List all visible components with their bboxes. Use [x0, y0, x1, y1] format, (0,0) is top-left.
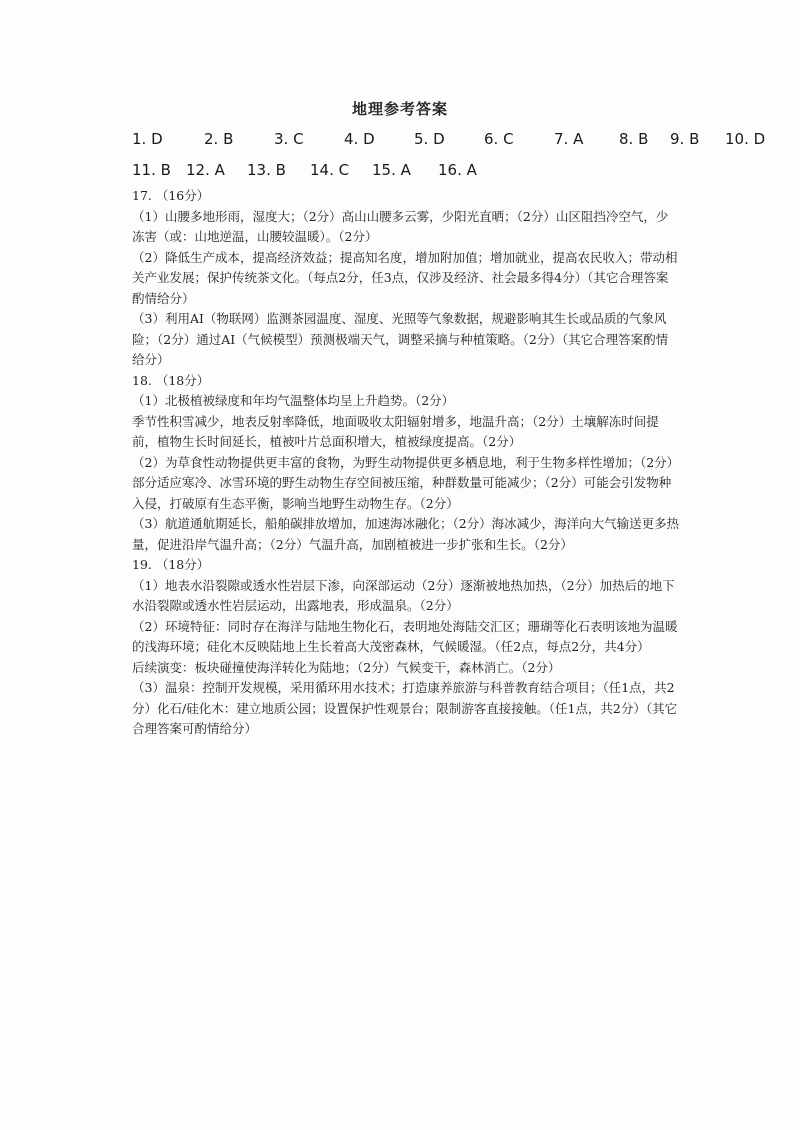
question-19-heading: 19. （18分） — [132, 557, 210, 572]
answer-body — [132, 186, 680, 740]
mcq-answer: 1. D — [132, 130, 163, 148]
mcq-answer: 13. B — [247, 161, 286, 179]
question-17-part-3: （3）利用AI（物联网）监测茶园温度、湿度、光照等气象数据，规避影响其生长或品质的气象风险；（2分）通过AI（气候模型）预测极端天气，调整采摘与种植策略。（2分）（其它合理答案酌情给分） — [132, 311, 669, 367]
question-17-heading: 17. （16分） — [132, 188, 210, 203]
question-19-part-2-evolution: 后续演变：板块碰撞使海洋转化为陆地；（2分）气候变干，森林消亡。（2分） — [132, 659, 561, 675]
question-18-part-2: （2）为草食性动物提供更丰富的食物，为野生动物提供更多栖息地，利于生物多样性增加；（2分）部分适应寒冷、冰雪环境的野生动物生存空间被压缩，种群数量可能减少；（2分）可能会引发物种入侵，打破原有生态平衡，影响当地野生动物生存。（2分） — [132, 454, 680, 511]
mcq-answer: 12. A — [186, 161, 225, 179]
mcq-answer: 5. D — [414, 130, 445, 148]
mcq-answer: 14. C — [310, 161, 350, 179]
mcq-answer: 3. C — [274, 130, 304, 148]
mcq-answer: 9. B — [670, 130, 700, 148]
mcq-answer: 2. B — [204, 130, 234, 148]
question-19-part-3: （3）温泉：控制开发规模，采用循环用水技术；打造康养旅游与科普教育结合项目；（任1点，共2分）化石/硅化木：建立地质公园；设置保护性观景台；限制游客直接接触。（任1点，共2分）（其它合理答案可酌情给分） — [132, 680, 678, 736]
question-18-part-1-detail: 季节性积雪减少，地表反射率降低，地面吸收太阳辐射增多，地温升高；（2分）土壤解冻时间提前，植物生长时间延长，植被叶片总面积增大，植被绿度提高。（2分） — [132, 413, 659, 449]
mcq-answer: 15. A — [372, 161, 411, 179]
mcq-answer: 7. A — [554, 130, 584, 148]
mcq-answer: 10. D — [725, 130, 766, 148]
question-18-part-1: （1）北极植被绿度和年均气温整体均呈上升趋势。（2分） — [132, 393, 455, 408]
question-19-part-2: （2）环境特征：同时存在海洋与陆地生物化石，表明地处海陆交汇区；珊瑚等化石表明该地为温暖的浅海环境；硅化木反映陆地上生长着高大茂密森林，气候暖湿。（任2点，每点2分，共4分） — [132, 618, 678, 654]
question-18-heading: 18. （18分） — [132, 372, 210, 388]
mcq-answer: 16. A — [438, 161, 477, 179]
mcq-answer: 4. D — [344, 130, 375, 148]
question-17-part-2: （2）降低生产成本，提高经济效益；提高知名度，增加附加值；增加就业，提高农民收入；带动相关产业发展；保护传统茶文化。（每点2分，任3点，仅涉及经济、社会最多得4分）（其它合理答案酌情给分） — [132, 249, 678, 306]
mcq-answers-row-1 — [132, 130, 766, 152]
question-18-part-3: （3）航道通航期延长，船舶碳排放增加，加速海冰融化；（2分）海冰减少，海洋向大气输送更多热量，促进沿岸气温升高；（2分）气温升高，加剧植被进一步扩张和生长。（2分） — [132, 516, 680, 552]
mcq-answer: 8. B — [619, 130, 649, 148]
mcq-answer: 11. B — [132, 161, 171, 179]
question-19-part-1: （1）地表水沿裂隙或透水性岩层下渗，向深部运动（2分）逐渐被地热加热，（2分）加热后的地下水沿裂隙或透水性岩层运动，出露地表，形成温泉。（2分） — [132, 577, 675, 613]
question-17-part-1: （1）山腰多地形雨，湿度大；（2分）高山山腰多云雾，少阳光直晒；（2分）山区阻挡冷空气，少冻害（或：山地逆温，山腰较温暖）。（2分） — [132, 208, 669, 244]
page-title: 地理参考答案 — [351, 100, 448, 118]
mcq-answer: 6. C — [484, 130, 514, 148]
mcq-answers-row-2 — [132, 161, 692, 183]
